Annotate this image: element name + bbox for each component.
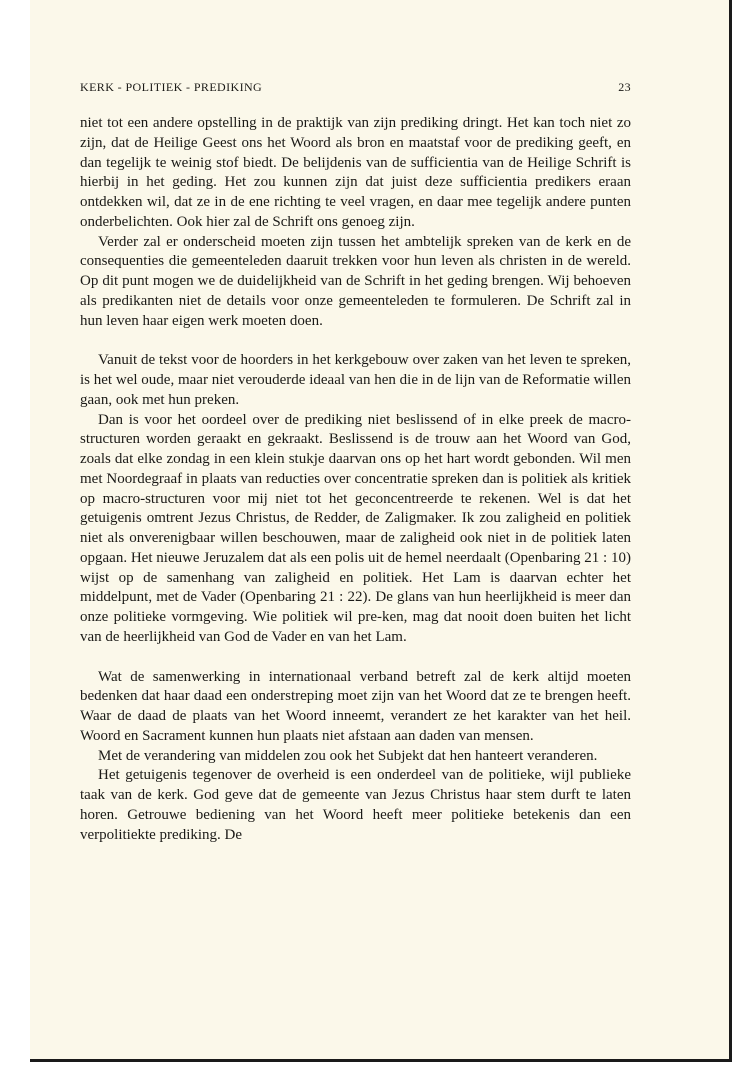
running-header	[80, 80, 631, 96]
book-page	[30, 0, 732, 1062]
paragraph: niet tot een andere opstelling in de praktijk van zijn prediking dringt. Het kan toch niet zo zijn, dat de Heilige Geest ons het Woord als bron en maatstaf voor de prediking geeft, en dan tegelijk te weinig stof biedt. De belijdenis van de sufficientia van de Heilige Schrift is hierbij in het geding. Het zou kunnen zijn dat juist deze sufficientia predikers eraan ontdekken wil, dat ze in de ene richting te veel vragen, en daar mee tegelijk andere punten onderbelichten. Ook hier zal de Schrift ons genoeg zijn.	[80, 115, 631, 230]
paragraph: Het getuigenis tegenover de overheid is een onderdeel van de politieke, wijl publieke taak van de kerk. God geve dat de gemeente van Jezus Christus haar stem durft te laten horen. Getrouwe bediening van het Woord heeft meer politieke betekenis dan een verpolitiekte prediking. De	[80, 767, 631, 843]
paragraph: Verder zal er onderscheid moeten zijn tussen het ambtelijk spreken van de kerk en de consequenties die gemeenteleden daaruit trekken voor hun leven als christen in de wereld. Op dit punt mogen we de duidelijkheid van de Schrift in het geding brengen. Wij behoeven als predikanten niet de details voor onze gemeenteleden te formuleren. De Schrift zal in hun leven haar eigen werk moeten doen.	[80, 233, 631, 329]
paragraph: Dan is voor het oordeel over de prediking niet beslissend of in elke preek de macro-structuren worden geraakt en gekraakt. Beslissend is de trouw aan het Woord van God, zoals dat elke zondag in een klein stukje daarvan ons op het hart wordt gebonden. Wil men met Noordegraaf in plaats van reducties over concentratie spreken dan is politiek als kritiek op macro-structuren voor mij niet tot het geconcentreerde te rekenen. Wel is dat het getuigenis omtrent Jezus Christus, de Redder, de Zaligmaker. Ik zou zaligheid en politiek niet als onverenigbaar willen beschouwen, maar de zaligheid ook niet in de politiek laten opgaan. Het nieuwe Jeruzalem dat als een polis uit de hemel neerdaalt (Openbaring 21 : 10) wijst op de samenhang van zaligheid en politiek. Het Lam is daarvan echter het middelpunt, met de Vader (Openbaring 21 : 22). De glans van hun heerlijkheid is meer dan onze politieke vormgeving. Wie politiek wil pre-ken, mag dat nooit doen buiten het licht van de heerlijkheid van God de Vader en van het Lam.	[80, 411, 631, 645]
page-number: 23	[618, 80, 631, 94]
page-body	[80, 114, 631, 845]
running-title: KERK - POLITIEK - PREDIKING	[80, 80, 263, 94]
paragraph: Met de verandering van middelen zou ook het Subjekt dat hen hanteert veranderen.	[98, 747, 598, 764]
paragraph: Vanuit de tekst voor de hoorders in het kerkgebouw over zaken van het leven te spreken, is het wel oude, maar niet verouderde ideaal van hen die in de lijn van de Reformatie willen gaan, ook met hun preken.	[80, 352, 631, 408]
paragraph: Wat de samenwerking in internationaal verband betreft zal de kerk altijd moeten bedenken dat haar daad een onderstreping moet zijn van het Woord dat ze te brengen heeft. Waar de daad de plaats van het Woord inneemt, verandert ze het karakter van het heil. Woord en Sacrament kunnen hun plaats niet afstaan aan daden van mensen.	[80, 668, 631, 744]
